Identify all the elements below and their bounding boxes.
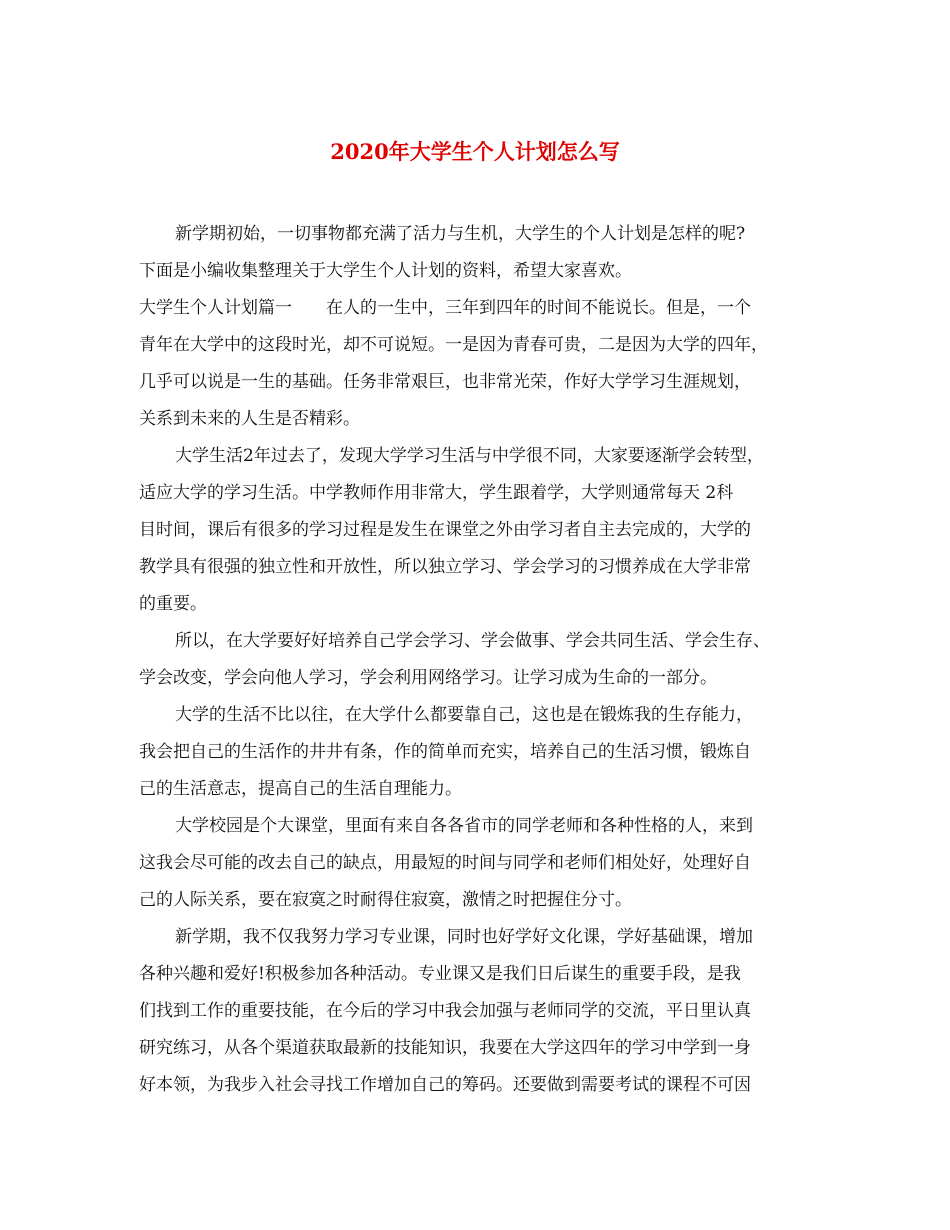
body-line-20: 新学期，我不仅我努力学习专业课，同时也好学好文化课，学好基础课，增加: [175, 927, 753, 947]
body-line-21: 各种兴趣和爱好!积极参加各种活动。专业课又是我们日后谋生的重要手段，是我: [139, 964, 741, 984]
body-line-13: 学会改变，学会向他人学习，学会利用网络学习。让学习成为生命的一部分。: [139, 668, 717, 688]
body-line-6: 关系到未来的人生是否精彩。: [139, 409, 360, 429]
body-line-4: 青年在大学中的这段时光，却不可说短。一是因为青春可贵，二是因为大学的四年，: [139, 335, 768, 355]
body-line-14: 大学的生活不比以往，在大学什么都要靠自己，这也是在锻炼我的生存能力，: [175, 705, 753, 725]
body-line-7: 大学生活2年过去了，发现大学学习生活与中学很不同，大家要逐渐学会转型，: [175, 446, 764, 466]
body-line-22: 们找到工作的重要技能，在今后的学习中我会加强与老师同学的交流，平日里认真: [139, 1001, 751, 1021]
body-line-2: 下面是小编收集整理关于大学生个人计划的资料，希望大家喜欢。: [139, 261, 632, 281]
body-line-24: 好本领，为我步入社会寻找工作增加自己的筹码。还要做到需要考试的课程不可因: [139, 1075, 751, 1095]
body-line-18: 这我会尽可能的改去自己的缺点，用最短的时间与同学和老师们相处好，处理好自: [139, 853, 751, 873]
body-line-8: 适应大学的学习生活。中学教师作用非常大，学生跟着学，大学则通常每天 2科: [139, 483, 734, 503]
body-line-19: 己的人际关系，要在寂寞之时耐得住寂寞，激情之时把握住分寸。: [139, 890, 632, 910]
body-line-11: 的重要。: [139, 594, 207, 614]
body-line-15: 我会把自己的生活作的井井有条，作的简单而充实，培养自己的生活习惯，锻炼自: [139, 742, 751, 762]
body-line-17: 大学校园是个大课堂，里面有来自各各省市的同学老师和各种性格的人，来到: [175, 816, 753, 836]
body-line-10: 教学具有很强的独立性和开放性，所以独立学习、学会学习的习惯养成在大学非常: [139, 557, 751, 577]
body-line-12: 所以，在大学要好好培养自己学会学习、学会做事、学会共同生活、学会生存、: [175, 631, 770, 651]
document-title: 2020年大学生个人计划怎么写: [330, 139, 620, 164]
body-line-3: 大学生个人计划篇一 在人的一生中，三年到四年的时间不能说长。但是，一个: [139, 298, 751, 318]
body-line-16: 己的生活意志，提高自己的生活自理能力。: [139, 779, 462, 799]
body-line-23: 研究练习，从各个渠道获取最新的技能知识，我要在大学这四年的学习中学到一身: [139, 1038, 751, 1058]
body-line-9: 目时间，课后有很多的学习过程是发生在课堂之外由学习者自主去完成的，大学的: [139, 520, 751, 540]
body-line-1: 新学期初始，一切事物都充满了活力与生机，大学生的个人计划是怎样的呢?: [175, 224, 746, 244]
body-line-5: 几乎可以说是一生的基础。任务非常艰巨，也非常光荣，作好大学学习生涯规划，: [139, 372, 751, 392]
